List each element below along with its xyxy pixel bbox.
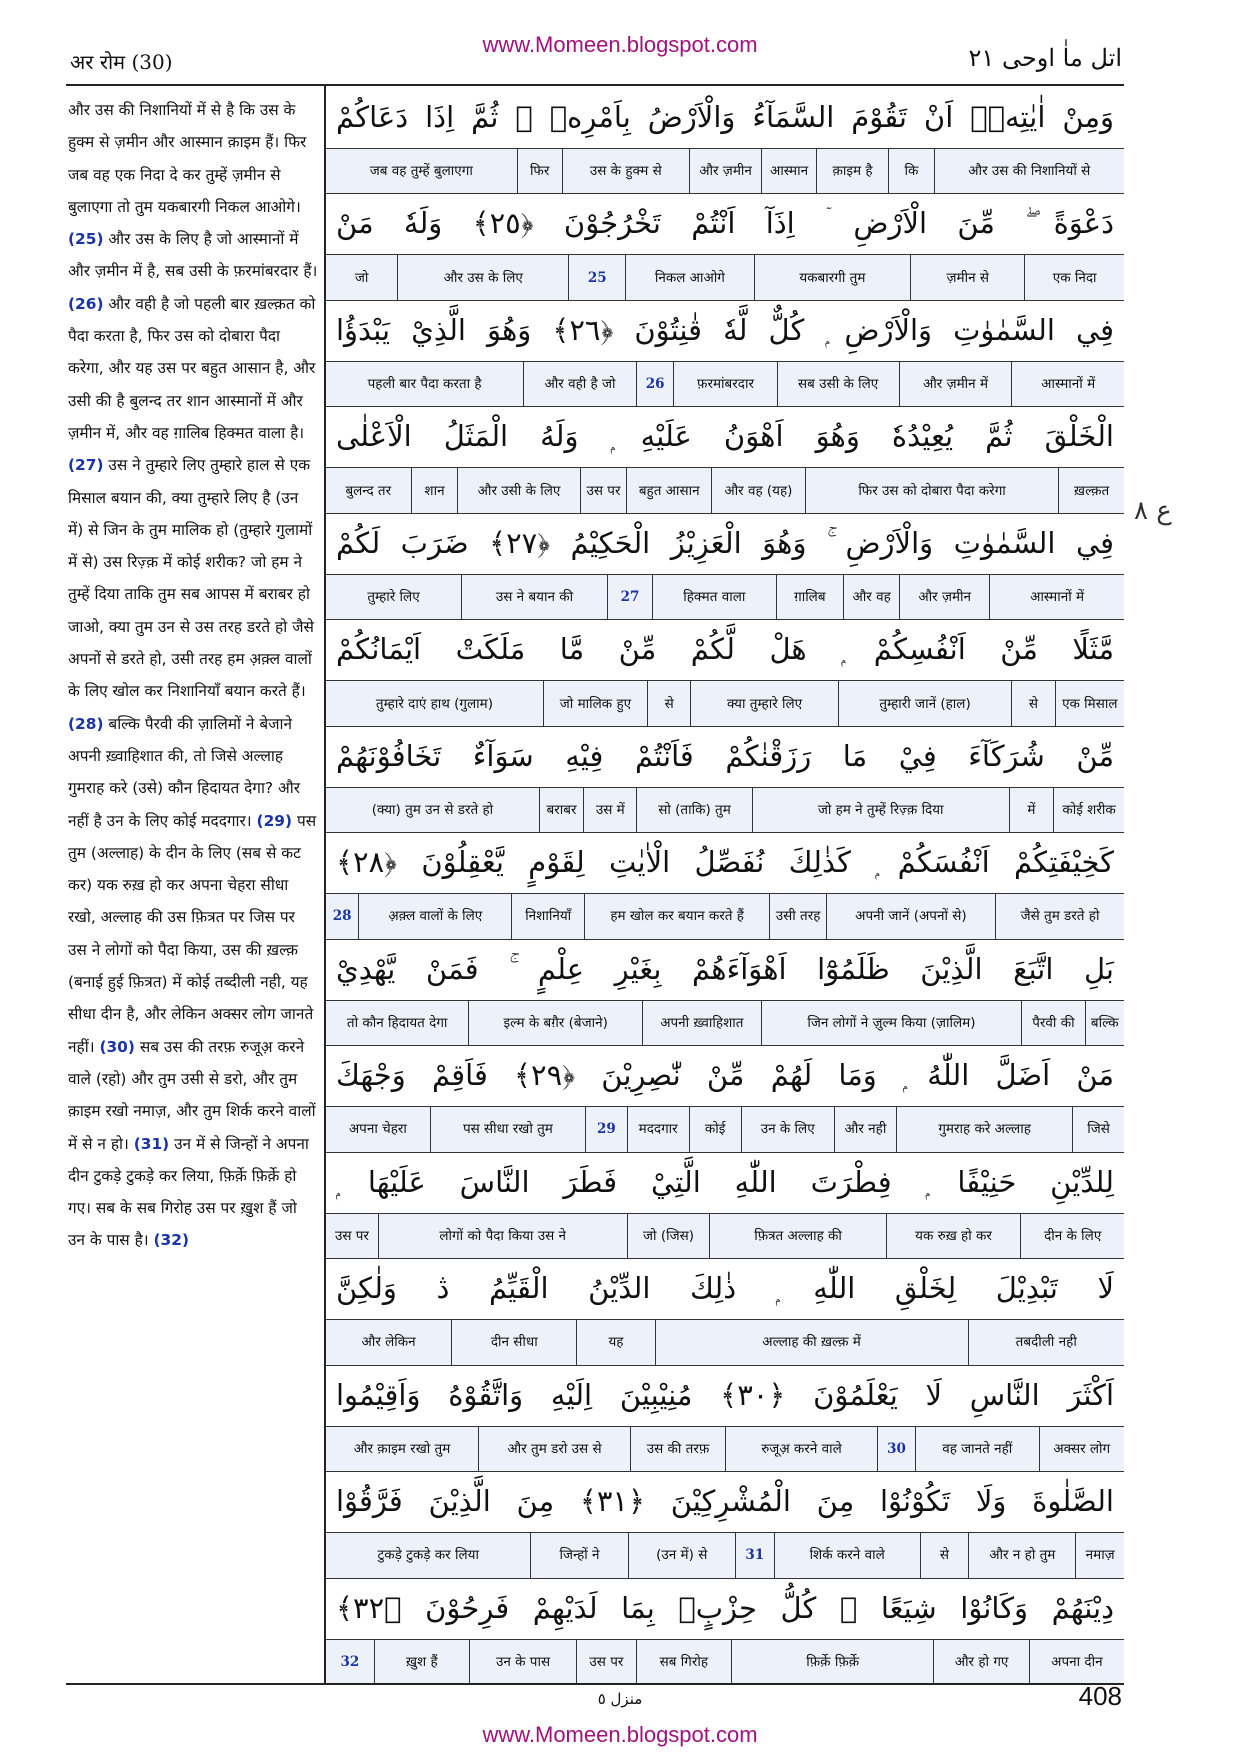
word-meaning-cell: उस की तरफ़ bbox=[630, 1427, 725, 1471]
page-number: 408 bbox=[1078, 1681, 1122, 1711]
site-url-top[interactable]: www.Momeen.blogspot.com bbox=[482, 32, 758, 57]
word-meaning-row bbox=[326, 1532, 1124, 1578]
word-meaning-cell: ज़मीन से bbox=[910, 255, 1024, 299]
word-meaning-cell: निशानियाँ bbox=[511, 894, 584, 938]
word-meaning-cell: और हो गए bbox=[933, 1640, 1028, 1684]
word-meaning-cell: इल्म के बग़ैर (बेजाने) bbox=[468, 1001, 642, 1045]
word-meaning-cell: कोई bbox=[689, 1107, 741, 1151]
translation-text: पस तुम (अल्लाह) के दीन के लिए (सब से कट कर) यक रुख़ हो कर अपना चेहरा सीधा रखो, अल्लाह की उस फ़ित्रत पर जिस पर उस ने लोगों को पैदा किया, उस की ख़ल्क़ (बनाई हुई फ़ित्रत) में कोई तब्दीली नही, यह सीधा दीन है, और लेकिन अक्सर लोग जानते नहीं। bbox=[68, 811, 317, 1056]
verse-number-cell: 31 bbox=[735, 1533, 774, 1577]
translation-text: बल्कि पैरवी की ज़ालिमों ने बेजाने अपनी ख़्वाहिशात की, तो जिसे अल्लाह गुमराह करे (उसे) कौन हिदायत देगा? और नहीं है उन के लिए कोई मददगार। bbox=[68, 714, 301, 830]
word-meaning-cell: शान bbox=[411, 468, 458, 512]
word-meaning-cell: उस पर bbox=[334, 1227, 369, 1244]
word-meaning-cell: से bbox=[920, 1533, 969, 1577]
word-meaning-row bbox=[326, 148, 1124, 194]
verse-number: (31) bbox=[133, 1134, 170, 1153]
word-meaning-row bbox=[326, 1639, 1124, 1685]
word-meaning-cell: जिसे bbox=[1072, 1107, 1124, 1151]
verse-number-cell: 29 bbox=[585, 1107, 626, 1151]
word-meaning-cell: ग़ालिब bbox=[776, 575, 843, 619]
word-meaning-row bbox=[326, 893, 1124, 939]
arabic-verse-line: مَنْ اَضَلَّ اللّٰهُ ۭ وَمَا لَهُمْ مِّنْ نّٰصِرِيْنَ ﴿٢٩﴾ فَاَقِمْ وَجْهَكَ bbox=[336, 1058, 1115, 1093]
word-meaning-cell: मददगार bbox=[627, 1107, 689, 1151]
word-meaning-cell: क़ाइम है bbox=[816, 149, 889, 193]
word-meaning-cell: उस ने बयान की bbox=[461, 575, 607, 619]
verse-number: (27) bbox=[68, 456, 104, 475]
word-meaning-cell: तुम्हारे लिए bbox=[367, 589, 420, 606]
word-meaning-cell: तबदीली नही bbox=[968, 1320, 1124, 1364]
word-meaning-cell: क्या तुम्हारे लिए bbox=[690, 681, 837, 725]
arabic-verse-line: الصَّلٰوةَ وَلَا تَكُوْنُوْا مِنَ الْمُشْرِكِيْنَ ﴿٣١﴾ مِنَ الَّذِيْنَ فَرَّقُوْا bbox=[336, 1484, 1114, 1519]
word-meaning-cell: जो हम ने तुम्हें रिज़्क़ दिया bbox=[752, 788, 1009, 832]
word-meaning-cell: जो मालिक हुए bbox=[543, 681, 647, 725]
arabic-verse-line: الْخَلْقَ ثُمَّ يُعِيْدُهٗ وَهُوَ اَهْوَنُ عَلَيْهِ ۭ وَلَهُ الْمَثَلُ الْاَعْلٰى bbox=[336, 419, 1114, 454]
word-meaning-cell: जब वह तुम्हें बुलाएगा bbox=[369, 163, 473, 180]
arabic-verse-line: فِي السَّمٰوٰتِ وَالْاَرْضِ ۚ وَهُوَ الْعَزِيْزُ الْحَكِيْمُ ﴿٢٧﴾ ضَرَبَ لَكُمْ bbox=[336, 525, 1114, 560]
word-meaning-row bbox=[326, 467, 1124, 513]
word-meaning-cell: सो (ताकि) तुम bbox=[636, 788, 751, 832]
word-meaning-cell: अ़क़्ल वालों के लिए bbox=[358, 894, 511, 938]
word-meaning-cell: और ज़मीन bbox=[689, 149, 762, 193]
word-meaning-cell: से bbox=[1011, 681, 1054, 725]
word-meaning-cell: अपना चेहरा bbox=[348, 1121, 407, 1138]
word-meaning-cell: और तुम डरो उस से bbox=[478, 1427, 630, 1471]
word-meaning-cell: तुम्हारी जानें (हाल) bbox=[838, 681, 1011, 725]
arabic-verse-line: لَا تَبْدِيْلَ لِخَلْقِ اللّٰهِ ۭ ذٰلِكَ الدِّيْنُ الْقَيِّمُ ڎ وَلٰكِنَّ bbox=[336, 1271, 1114, 1306]
word-meaning-cell: अक्सर लोग bbox=[1039, 1427, 1125, 1471]
verse-number-cell: 32 bbox=[340, 1653, 360, 1670]
word-meaning-cell: कि bbox=[888, 149, 933, 193]
word-meaning-cell: फ़रमांबरदार bbox=[673, 362, 776, 406]
word-meaning-cell: उसी तरह bbox=[769, 894, 825, 938]
word-meaning-cell: और वही है जो bbox=[523, 362, 636, 406]
word-meaning-cell: और उस की निशानियों से bbox=[934, 149, 1124, 193]
word-meaning-cell: तो कौन हिदायत देगा bbox=[346, 1014, 448, 1031]
word-meaning-cell: फ़िर्क़े फ़िर्क़े bbox=[731, 1640, 933, 1684]
word-meaning-cell: जैसे तुम डरते हो bbox=[995, 894, 1124, 938]
word-meaning-cell: अल्लाह की ख़ल्क़ में bbox=[655, 1320, 968, 1364]
word-meaning-cell: जिन लोगों ने ज़ुल्म किया (ज़ालिम) bbox=[761, 1001, 1022, 1045]
word-meaning-cell: पहली बार पैदा करता है bbox=[367, 376, 482, 393]
arabic-verse-line: بَلِ اتَّبَعَ الَّذِيْنَ ظَلَمُوْٓا اَهْوَآءَهُمْ بِغَيْرِ عِلْمٍ ۚ فَمَنْ يَّهْدِيْ bbox=[336, 951, 1114, 986]
word-meaning-cell: अपनी जानें (अपनों से) bbox=[826, 894, 995, 938]
word-meaning-cell: एक मिसाल bbox=[1055, 681, 1124, 725]
word-meaning-cell: अपना दीन bbox=[1029, 1640, 1124, 1684]
translation-text: उन में से जिन्हों ने अपना दीन टुकड़े टुकड़े कर लिया, फ़िर्क़े फ़िर्क़े हो गए। सब के सब गिरोह उस पर ख़ुश हैं जो उन के पास है। bbox=[68, 1134, 309, 1250]
word-meaning-cell: आस्मानों में bbox=[989, 575, 1124, 619]
word-meaning-row bbox=[326, 1106, 1124, 1152]
translation-text: और उस की निशानियों में से है कि उस के हुक्म से ज़मीन और आस्मान क़ाइम हैं। फिर जब वह एक निदा दे कर तुम्हें ज़मीन से बुलाएगा तो तुम यकबारगी निकल आओगे। bbox=[68, 101, 307, 216]
word-meaning-cell: दीन सीधा bbox=[451, 1320, 576, 1364]
word-meaning-cell: और उसी के लिए bbox=[457, 468, 579, 512]
translation-column bbox=[68, 94, 318, 1257]
arabic-verse-line: لِلدِّيْنِ حَنِيْفًا ۭ فِطْرَتَ اللّٰهِ الَّتِيْ فَطَرَ النَّاسَ عَلَيْهَا ۭ bbox=[336, 1164, 1114, 1199]
word-meaning-cell: और ज़मीन bbox=[899, 575, 989, 619]
word-by-word-panel bbox=[326, 86, 1124, 1683]
arabic-verse-line: دِيْنَهُمْ وَكَانُوْا شِيَعًا ۭ كُلُّ حِزْبٍۢ بِمَا لَدَيْهِمْ فَرِحُوْنَ ﴿٣٢﴾ bbox=[336, 1590, 1114, 1625]
arabic-verse-line: اَكْثَرَ النَّاسِ لَا يَعْلَمُوْنَ ﴿٣٠﴾ مُنِيْبِيْنَ اِلَيْهِ وَاتَّقُوْهُ وَاَقِيْمُوا bbox=[336, 1377, 1114, 1412]
word-meaning-cell: पस सीधा रखो तुम bbox=[430, 1107, 585, 1151]
word-meaning-cell: लोगों को पैदा किया उस ने bbox=[378, 1214, 627, 1258]
word-meaning-cell: कोई शरीक bbox=[1053, 788, 1124, 832]
word-meaning-cell: और वह bbox=[843, 575, 899, 619]
verse-number: (30) bbox=[99, 1037, 135, 1056]
word-meaning-cell: अपनी ख़्वाहिशात bbox=[642, 1001, 761, 1045]
manzil-label: منزل ٥ bbox=[597, 1690, 643, 1708]
word-meaning-row bbox=[326, 787, 1124, 833]
arabic-verse-line: فِي السَّمٰوٰتِ وَالْاَرْضِ ۭ كُلٌّ لَّهٗ قٰنِتُوْنَ ﴿٢٦﴾ وَهُوَ الَّذِيْ يَبْدَؤُا bbox=[336, 312, 1114, 347]
word-meaning-cell: और लेकिन bbox=[361, 1334, 416, 1351]
verse-number-cell: 28 bbox=[332, 908, 352, 925]
word-meaning-cell: सब उसी के लिए bbox=[777, 362, 899, 406]
word-meaning-row bbox=[326, 1319, 1124, 1365]
word-meaning-cell: आस्मान bbox=[761, 149, 815, 193]
verse-number: (26) bbox=[68, 294, 104, 313]
word-meaning-cell: (उन में) से bbox=[628, 1533, 735, 1577]
word-meaning-cell: जो (जिस) bbox=[627, 1214, 710, 1258]
word-meaning-cell: एक निदा bbox=[1024, 255, 1124, 299]
translation-text: सब उस की तरफ़ रुजूअ़ करने वाले (रहो) और तुम उसी से डरो, और तुम क़ाइम रखो नमाज़, और तुम शिर्क करने वालों में से न हो। bbox=[68, 1037, 316, 1153]
arabic-verse-line: مَّثَلًا مِّنْ اَنْفُسِكُمْ ۭ هَلْ لَّكُمْ مِّنْ مَّا مَلَكَتْ اَيْمَانُكُمْ bbox=[336, 632, 1114, 667]
word-meaning-cell: और उस के लिए bbox=[397, 255, 568, 299]
verse-number: (32) bbox=[153, 1231, 190, 1250]
word-meaning-cell: दीन के लिए bbox=[1020, 1214, 1124, 1258]
verse-number: (28) bbox=[68, 714, 104, 733]
word-meaning-cell: और न हो तुम bbox=[968, 1533, 1075, 1577]
word-meaning-cell: बहुत आसान bbox=[626, 468, 710, 512]
word-meaning-cell: उन के लिए bbox=[741, 1107, 834, 1151]
word-meaning-cell: निकल आओगे bbox=[625, 255, 753, 299]
word-meaning-row bbox=[326, 680, 1124, 726]
arabic-verse-line: دَعْوَةً ۖ مِّنَ الْاَرْضِ ۤ اِذَآ اَنْتُمْ تَخْرُجُوْنَ ﴿٢٥﴾ وَلَهٗ مَنْ bbox=[336, 206, 1114, 241]
word-meaning-cell: और वह (यह) bbox=[711, 468, 805, 512]
verse-number: (25) bbox=[68, 230, 104, 249]
word-meaning-row bbox=[326, 1000, 1124, 1046]
ruku-marker: ع ٨ bbox=[1134, 496, 1172, 526]
word-meaning-cell: टुकड़े टुकड़े कर लिया bbox=[377, 1547, 479, 1564]
word-meaning-cell: तुम्हारे दाएं हाथ (गुलाम) bbox=[375, 695, 494, 712]
word-meaning-cell: नमाज़ bbox=[1075, 1533, 1124, 1577]
word-meaning-cell: ख़ुश हैं bbox=[374, 1640, 469, 1684]
word-meaning-row bbox=[326, 1213, 1124, 1259]
word-meaning-cell: बल्कि bbox=[1085, 1001, 1125, 1045]
word-meaning-cell: उस पर bbox=[576, 1640, 636, 1684]
word-meaning-cell: हम खोल कर बयान करते हैं bbox=[584, 894, 769, 938]
site-url-bottom[interactable]: www.Momeen.blogspot.com bbox=[482, 1722, 758, 1747]
word-meaning-cell: फिर bbox=[517, 149, 562, 193]
word-meaning-cell: शिर्क करने वाले bbox=[774, 1533, 920, 1577]
word-meaning-cell: (क्या) तुम उन से डरते हो bbox=[371, 802, 494, 819]
translation-text: और उस के लिए है जो आस्मानों में और ज़मीन में है, सब उसी के फ़रमांबरदार हैं। bbox=[68, 230, 318, 281]
word-meaning-cell: वह जानते नहीं bbox=[915, 1427, 1039, 1471]
juz-title: اتل ماٰ اوحی ٢١ bbox=[968, 44, 1122, 72]
arabic-verse-line: مِّنْ شُرَكَآءَ فِيْ مَا رَزَقْنٰكُمْ فَاَنْتُمْ فِيْهِ سَوَآءٌ تَخَافُوْنَهُمْ bbox=[336, 738, 1114, 773]
verse-number: (29) bbox=[256, 811, 293, 830]
word-meaning-cell: फिर उस को दोबारा पैदा करेगा bbox=[805, 468, 1058, 512]
word-meaning-row bbox=[326, 254, 1124, 300]
word-meaning-cell: बराबर bbox=[539, 788, 583, 832]
word-meaning-cell: जिन्हों ने bbox=[530, 1533, 627, 1577]
word-meaning-cell: फ़ित्रत अल्लाह की bbox=[709, 1214, 885, 1258]
word-meaning-row bbox=[326, 574, 1124, 620]
word-meaning-cell: सब गिरोह bbox=[636, 1640, 731, 1684]
word-meaning-cell: उस के हुक्म से bbox=[562, 149, 689, 193]
surah-title: अर रोम (30) bbox=[70, 50, 173, 74]
word-meaning-cell: गुमराह करे अल्लाह bbox=[896, 1107, 1072, 1151]
word-meaning-cell: हिक्मत वाला bbox=[652, 575, 776, 619]
word-meaning-cell: आस्मानों में bbox=[1011, 362, 1124, 406]
word-meaning-row bbox=[326, 361, 1124, 407]
word-meaning-cell: में bbox=[1009, 788, 1053, 832]
bottom-rule bbox=[66, 1683, 1124, 1685]
verse-number-cell: 25 bbox=[568, 255, 625, 299]
word-meaning-cell: और नही bbox=[834, 1107, 896, 1151]
word-meaning-cell: जो bbox=[354, 269, 369, 286]
word-meaning-cell: यकबारगी तुम bbox=[754, 255, 911, 299]
word-meaning-cell: यक रुख़ हो कर bbox=[886, 1214, 1021, 1258]
arabic-verse-line: كَخِيْفَتِكُمْ اَنْفُسَكُمْ ۭ كَذٰلِكَ نُفَصِّلُ الْاٰيٰتِ لِقَوْمٍ يَّعْقِلُوْنَ ﴿٢٨﴾ bbox=[336, 845, 1114, 880]
word-meaning-row bbox=[326, 1426, 1124, 1472]
word-meaning-cell: से bbox=[647, 681, 690, 725]
word-meaning-cell: बुलन्द तर bbox=[345, 482, 392, 499]
word-meaning-cell: रुजूअ़ करने वाले bbox=[725, 1427, 877, 1471]
verse-number-cell: 26 bbox=[636, 362, 674, 406]
verse-number-cell: 27 bbox=[607, 575, 652, 619]
word-meaning-cell: ख़ल्क़त bbox=[1058, 468, 1124, 512]
word-meaning-cell: और ज़मीन में bbox=[899, 362, 1012, 406]
translation-text: उस ने तुम्हारे लिए तुम्हारे हाल से एक मिसाल बयान की, क्या तुम्हारे लिए है (उन में) से जिन के तुम मालिक हो (तुम्हारे गुलामों में से) उस रिज़्क़ में कोई शरीक? जो हम ने तुम्हें दिया ताकि तुम सब आपस में बराबर हो जाओ, क्या तुम उन से उस तरह डरते हो जैसे अपनों से डरते हो, उसी तरह हम अ़क़्ल वालों के लिए खोल कर निशानियाँ बयान करते हैं। bbox=[68, 456, 314, 701]
word-meaning-cell: और क़ाइम रखो तुम bbox=[353, 1440, 451, 1457]
word-meaning-cell: उस पर bbox=[580, 468, 627, 512]
word-meaning-cell: यह bbox=[576, 1320, 654, 1364]
arabic-verse-line: وَمِنْ اٰيٰتِهٖۤ اَنْ تَقُوْمَ السَّمَآءُ وَالْاَرْضُ بِاَمْرِهٖ ۭ ثُمَّ اِذَا دَعَاكُمْ bbox=[336, 100, 1114, 134]
verse-number-cell: 30 bbox=[877, 1427, 915, 1471]
word-meaning-cell: उन के पास bbox=[469, 1640, 576, 1684]
word-meaning-cell: उस में bbox=[583, 788, 636, 832]
word-meaning-cell: पैरवी की bbox=[1021, 1001, 1084, 1045]
translation-text: और वही है जो पहली बार ख़ल्क़त को पैदा करता है, फिर उस को दोबारा पैदा करेगा, और यह उस पर बहुत आसान है, और उसी की है बुलन्द तर शान आस्मानों में और ज़मीन में, और वह ग़ालिब हिक्मत वाला है। bbox=[68, 294, 316, 442]
